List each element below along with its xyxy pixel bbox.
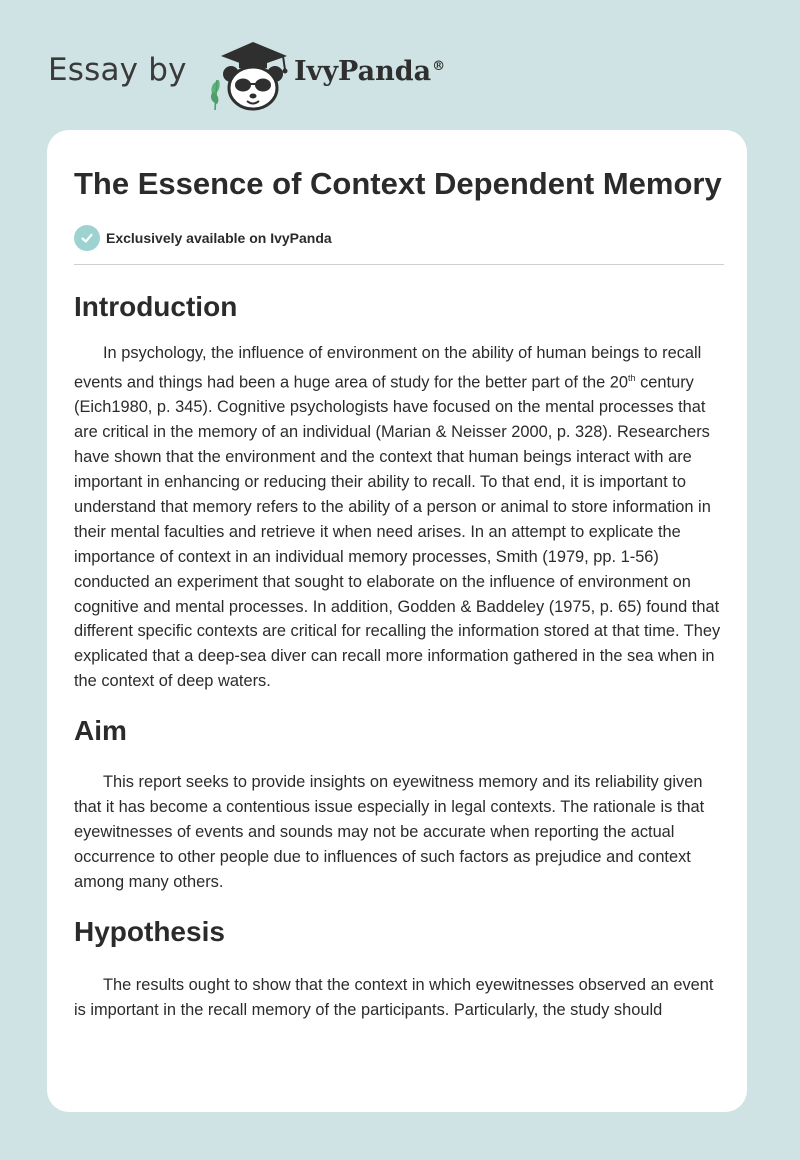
brand-name[interactable]: IvyPanda® — [294, 56, 446, 87]
section-heading-introduction: Introduction — [74, 291, 238, 322]
section-paragraph-introduction: In psychology, the influence of environment on the ability of human beings to recall events and things had been a huge area of study for the better part of the 20th century (Eich1980, p. 345). Cognitive psychologists have focused on the mental processes that are critical in the memory of an individual (Marian & Neisser 2000, p. 328). Researchers have shown that the environment and the context that human beings interact with are important in enhancing or reducing their ability to recall. To that end, it is important to understand that memory refers to the ability of a person or animal to store information in their mental faculties and retrieve it when need arises. In an attempt to explicate the importance of context in an individual memory processes, Smith (1979, pp. 1-56) conducted an experiment that sought to elaborate on the influence of environment on cognitive and mental processes. In addition, Godden & Baddeley (1975, p. 65) found that different specific contexts are critical for recalling the information stored at that time. They explicated that a deep-sea diver can recall more information gathered in the sea when in the context of deep waters. — [74, 344, 721, 691]
check-icon — [74, 225, 100, 251]
page-title: The Essence of Context Dependent Memory — [74, 166, 722, 201]
article-card — [47, 130, 747, 1112]
registered-mark: ® — [432, 59, 446, 74]
section-heading-hypothesis: Hypothesis — [74, 915, 225, 947]
section-paragraph-aim: This report seeks to provide insights on eyewitness memory and its reliability given that it has become a contentious issue especially in legal contexts. The rationale is that eyewitnesses of events and sounds may not be accurate when reporting the actual occurrence to other people due to influences of such factors as prejudice and context among many others. — [74, 773, 705, 891]
site-header — [48, 34, 548, 114]
exclusive-badge-label: Exclusively available on IvyPanda — [106, 230, 332, 246]
divider — [74, 264, 724, 265]
exclusive-badge — [74, 224, 724, 252]
section-paragraph-hypothesis: The results ought to show that the context in which eyewitnesses observed an event is important in the recall memory of the participants. Particularly, the study should — [74, 975, 714, 1019]
section-heading-aim: Aim — [74, 715, 127, 747]
essay-by-label: Essay by — [48, 52, 187, 88]
panda-graduate-icon — [203, 36, 295, 112]
